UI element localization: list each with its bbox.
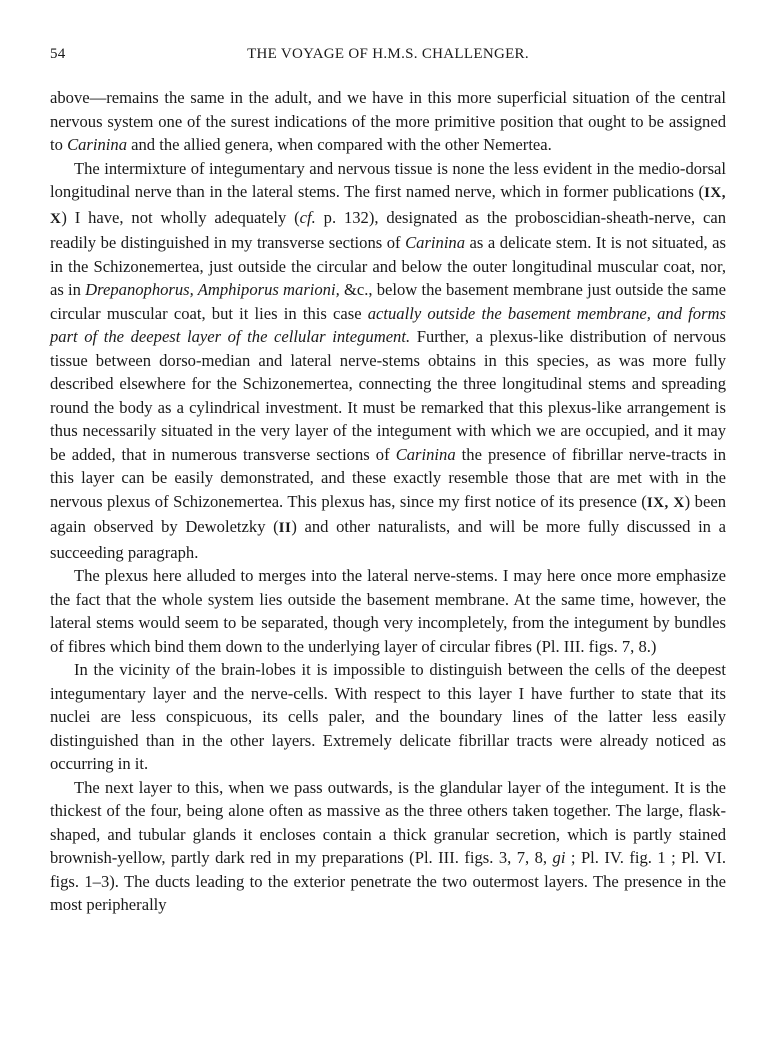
italic-text: cf. <box>299 207 316 227</box>
running-title: THE VOYAGE OF H.M.S. CHALLENGER. <box>247 46 529 62</box>
reference-numeral: IX, X <box>50 185 726 227</box>
text-run: Further, a plexus-like distribution of nervous tissue between dorso-median and lateral nerve-stems obtains in this species, as was more fully described elsewhere for the Schizonemertea, connecting the three longitudinal stems and spreading round the body as a cylindrical investment. It must be remarked that this plexus-like arrangement is thus necessarily situated in the very layer of the integument with which we are occupied, and it may be added, that in numerous transverse sections of <box>50 327 726 464</box>
text-run: ) I have, not wholly adequately ( <box>61 207 300 227</box>
italic-text: Carinina <box>67 135 127 154</box>
text-run: above—remains the same in the adult, and we have in this more superficial situation of the central nervous system one of the surest indications of the more primitive position that ought to be assigned to <box>50 88 726 154</box>
paragraph <box>50 86 726 157</box>
text-run: ; Pl. IV. fig. 1 ; Pl. VI. figs. 1–3). The ducts leading to the exterior penetrate the two outermost layers. The presence in the most peripherally <box>50 848 726 914</box>
italic-text: Carinina <box>405 233 466 252</box>
page-number: 54 <box>50 46 66 62</box>
italic-text: actually outside the basement membrane, and forms part of the deepest layer of the cellular integument. <box>50 303 726 346</box>
italic-text: Drepanophorus, Amphiporus marioni, <box>85 280 340 299</box>
text-run: ) and other naturalists, and will be more fully discussed in a succeeding paragraph. <box>50 517 726 562</box>
body-text <box>50 86 726 917</box>
paragraph <box>50 658 726 776</box>
text-run: The plexus here alluded to merges into the lateral nerve-stems. I may here once more emphasize the fact that the whole system lies outside the basement membrane. At the same time, however, the lateral stems would seem to be separated, though very incompletely, from the integument by bundles of fibres which bind them down to the underlying layer of circular fibres (Pl. III. figs. 7, 8.) <box>50 566 726 656</box>
text-run: p. 132), designated as the proboscidian-sheath-nerve, can readily be distinguished in my transverse sections of <box>50 207 726 252</box>
text-run: as a delicate stem. It is not situated, as in the Schizonemertea, just outside the circular and below the outer longitudinal muscular coat, nor, as in <box>50 233 726 299</box>
paragraph <box>50 157 726 565</box>
paragraph <box>50 776 726 917</box>
paragraph <box>50 564 726 658</box>
reference-numeral: II <box>278 520 292 536</box>
reference-numeral: IX, X <box>646 494 685 511</box>
text-run: ) been again observed by Dewoletzky ( <box>50 491 726 536</box>
italic-text: gi <box>552 848 566 867</box>
text-run: the presence of fibrillar nerve-tracts in this layer can be easily demonstrated, and these exactly resemble those that are met with in the nervous plexus of Schizonemertea. This plexus has, since my first notice of its presence ( <box>50 444 727 511</box>
italic-text: Carinina <box>395 444 456 464</box>
text-run: and the allied genera, when compared with the other Nemertea. <box>127 135 552 154</box>
text-run: The intermixture of integumentary and nervous tissue is none the less evident in the medio-dorsal longitudinal nerve than in the lateral stems. The first named nerve, which in former publications ( <box>50 158 726 201</box>
text-run: In the vicinity of the brain-lobes it is impossible to distinguish between the cells of the deepest integumentary layer and the nerve-cells. With respect to this layer I have further to state that its nuclei are less conspicuous, its cells paler, and the boundary lines of the latter less easily distinguished than in the other layers. Extremely delicate fibrillar tracts were already noticed as occurring in it. <box>50 660 726 773</box>
text-run: The next layer to this, when we pass outwards, is the glandular layer of the integument. It is the thickest of the four, being alone often as massive as the three others taken together. The large, flask-shaped, and tubular glands it encloses contain a thick granular secretion, which is partly stained brownish-yellow, partly dark red in my preparations (Pl. III. figs. 3, 7, 8, <box>50 777 726 867</box>
page-header <box>50 46 726 70</box>
text-run: &c., below the basement membrane just outside the same circular muscular coat, but it lies in this case <box>50 280 727 323</box>
